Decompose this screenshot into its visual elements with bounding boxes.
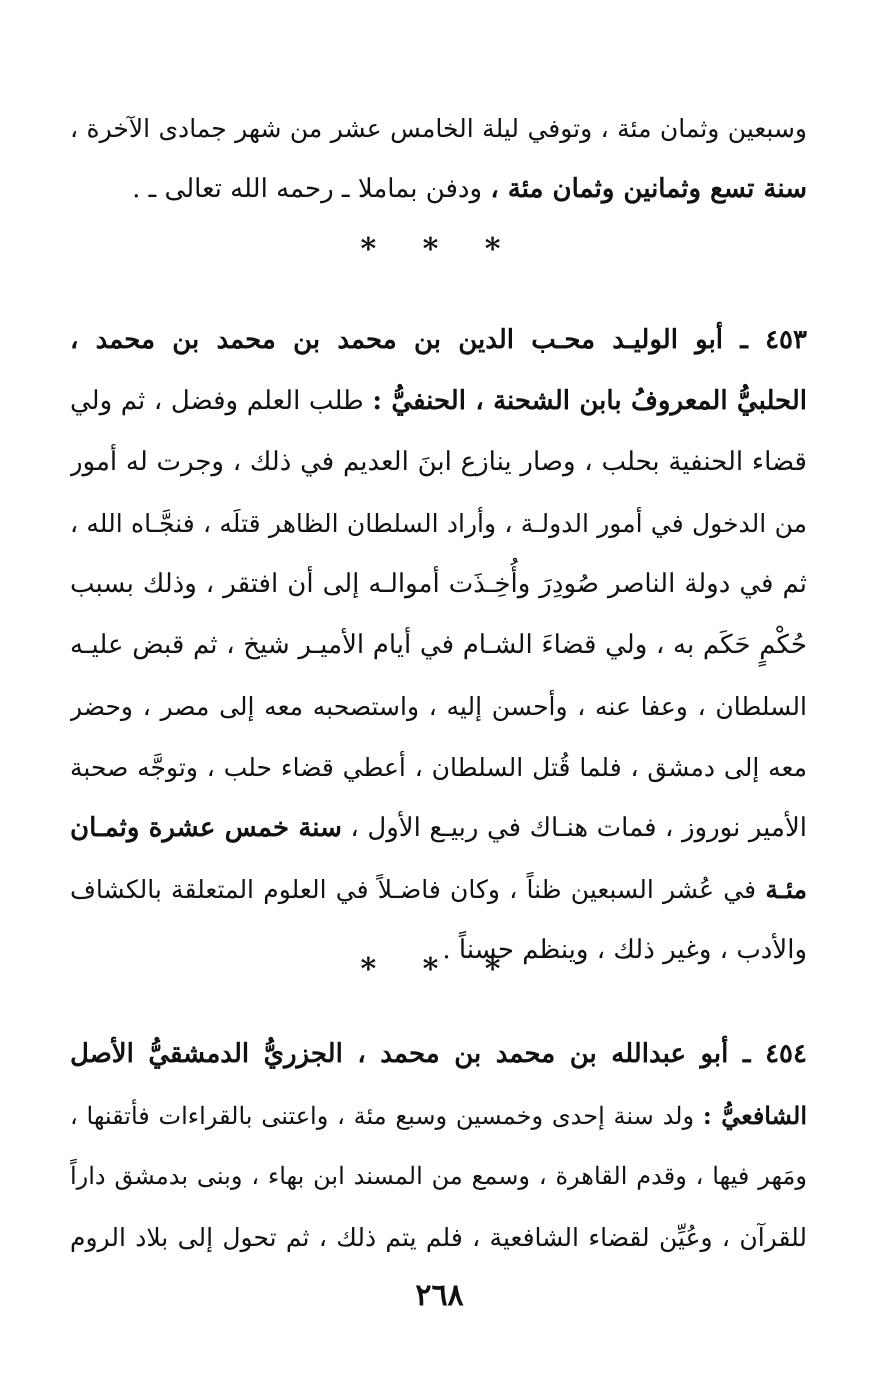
previous-entry-tail <box>70 98 807 220</box>
line-text: وسبعين وثمان مئة ، وتوفي ليلة الخامس عشر من شهر جمادى الآخرة ، <box>70 114 807 143</box>
text-line <box>70 798 807 859</box>
section-separator: * * * <box>360 232 519 267</box>
line-text: للقرآن ، وعُيِّن لقضاء الشافعية ، فلم يتم ذلك ، ثم تحول إلى بلاد الروم <box>70 1223 807 1252</box>
entry-heading <box>70 1024 807 1085</box>
line-text: طلب العلم وفضل ، ثم ولي <box>70 386 373 416</box>
line-text: قضاء الحنفية بحلب ، وصار ينازع ابنَ العديم في ذلك ، وجرت له أمور <box>70 447 807 477</box>
text-line <box>70 1146 807 1207</box>
line-text: في عُشر السبعين ظناً ، وكان فاضـلاً في العلوم المتعلقة بالكشاف <box>70 875 766 904</box>
page-number: ٢٦٨ <box>415 1278 464 1313</box>
entry-heading <box>70 310 807 371</box>
line-text: من الدخول في أمور الدولـة ، وأراد السلطان الظاهر قتلَه ، فنجَّـاه الله ، <box>70 509 807 538</box>
entry-heading-text: ٤٥٣ ـ أبو الوليـد محـب الدين بن محمد بن محمد بن محمد ، <box>70 325 807 355</box>
text-line <box>70 371 807 432</box>
line-text: ثم في دولة الناصر صُودِرَ وأُخِـذَت أموالـه إلى أن افتقر ، وذلك بسبب <box>70 569 807 599</box>
entry-name: الشافعيُّ : <box>702 1101 807 1130</box>
line-text: حُكْمٍ حَكَم به ، ولي قضاءَ الشـام في أيام الأميـر شيخ ، ثم قبض عليـه <box>70 630 807 660</box>
text-line <box>70 1085 807 1146</box>
line-text: ودفن بماملا ـ رحمه الله تعالى ـ . <box>132 174 491 204</box>
entry-name: الحلبيُّ المعروفُ بابن الشحنة ، الحنفيُّ : <box>372 386 807 416</box>
line-text: السلطان ، وعفا عنه ، وأحسن إليه ، واستصحبه معه إلى مصر ، وحضر <box>70 692 807 721</box>
text-line <box>70 859 807 920</box>
text-line <box>70 432 807 493</box>
line-text: ومَهر فيها ، وقدم القاهرة ، وسمع من المسند ابن بهاء ، وبنى بدمشق داراً <box>70 1162 807 1190</box>
text-line <box>70 98 807 159</box>
text-line <box>70 1207 807 1268</box>
line-text: معه إلى دمشق ، فلما قُتل السلطان ، أعطي قضاء حلب ، وتوجَّه صحبة <box>70 753 807 782</box>
entry-453 <box>70 310 807 981</box>
line-text: الأمير نوروز ، فمات هنـاك في ربيـع الأول ، <box>341 813 807 843</box>
entry-454 <box>70 1024 807 1268</box>
text-line <box>70 159 807 220</box>
entry-heading-text: ٤٥٤ ـ أبو عبدالله بن محمد بن محمد ، الجزريُّ الدمشقيُّ الأصل <box>70 1039 807 1069</box>
line-text: ولد سنة إحدى وخمسين وسبع مئة ، واعتنى بالقراءات فأتقنها ، <box>70 1102 703 1130</box>
death-date: سنة خمس عشرة وثمـان <box>70 813 342 843</box>
text-line <box>70 737 807 798</box>
text-line <box>70 493 807 554</box>
text-line <box>70 676 807 737</box>
death-date: سنة تسع وثمانين وثمان مئة ، <box>490 174 807 204</box>
line-text: والأدب ، وغير ذلك ، وينظم حسناً . <box>442 935 807 965</box>
death-date: مئـة <box>765 875 807 904</box>
text-line <box>70 615 807 676</box>
text-line <box>70 554 807 615</box>
section-separator: * * * <box>360 952 519 987</box>
